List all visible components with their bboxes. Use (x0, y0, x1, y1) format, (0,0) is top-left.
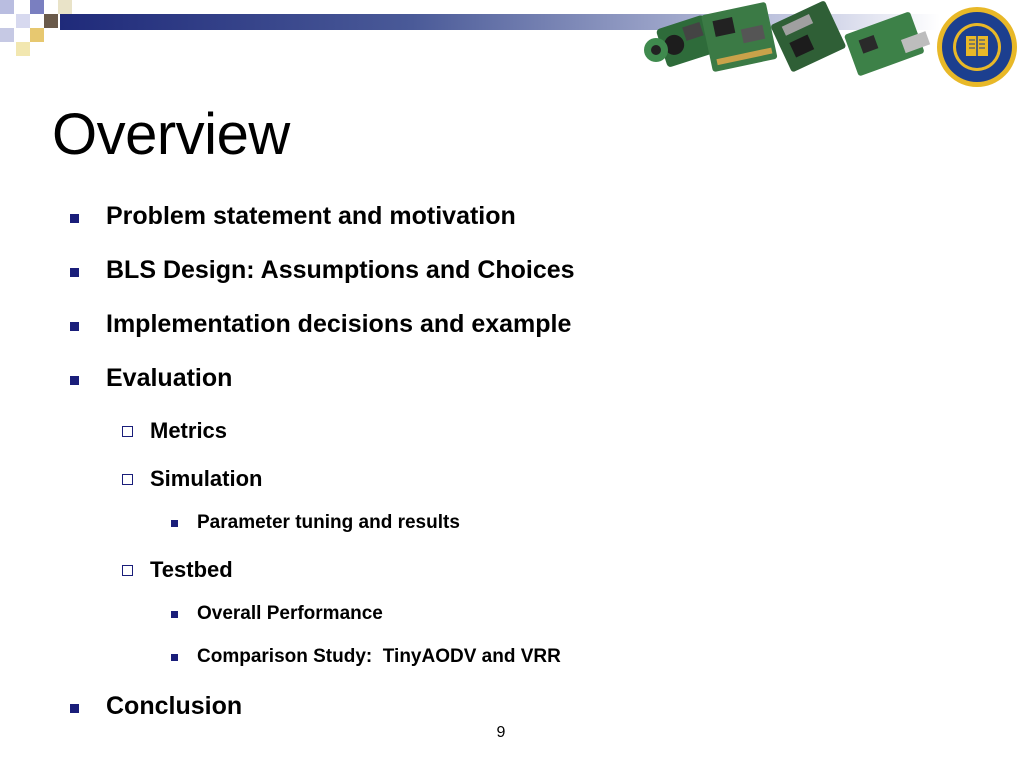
list-item-text: Overall Performance (197, 603, 383, 624)
slide-title: Overview (52, 102, 290, 167)
small-square-bullet-icon (171, 654, 178, 661)
page-number: 9 (496, 724, 506, 741)
list-item-text: BLS Design: Assumptions and Choices (106, 256, 575, 284)
list-item-text: Testbed (150, 557, 233, 582)
list-item (150, 418, 227, 444)
list-item (197, 603, 383, 625)
list-item (106, 692, 242, 721)
list-item-text: Comparison Study: TinyAODV and VRR (197, 646, 561, 667)
list-item (197, 646, 561, 668)
square-bullet-icon (70, 322, 79, 331)
list-item-text: Simulation (150, 466, 263, 491)
list-item (197, 512, 460, 534)
square-bullet-icon (70, 376, 79, 385)
small-square-bullet-icon (171, 611, 178, 618)
list-item (106, 202, 516, 231)
list-item (150, 466, 262, 492)
list-item-text: Problem statement and motivation (106, 202, 516, 230)
list-item (106, 310, 571, 339)
square-bullet-icon (70, 268, 79, 277)
square-bullet-icon (70, 214, 79, 223)
list-item-text: Implementation decisions and example (106, 310, 572, 338)
university-seal-logo (936, 6, 1018, 88)
hollow-square-bullet-icon (122, 426, 133, 437)
square-bullet-icon (70, 704, 79, 713)
list-item-text: Evaluation (106, 364, 233, 392)
hollow-square-bullet-icon (122, 474, 133, 485)
hollow-square-bullet-icon (122, 565, 133, 576)
list-item-text: Metrics (150, 418, 228, 443)
sensor-boards-image (640, 0, 940, 92)
list-item (150, 557, 233, 583)
list-item-text: Conclusion (106, 692, 243, 720)
small-square-bullet-icon (171, 520, 178, 527)
header-decoration-squares (0, 0, 80, 64)
list-item (106, 256, 575, 285)
list-item-text: Parameter tuning and results (197, 512, 460, 533)
list-item (106, 364, 232, 393)
